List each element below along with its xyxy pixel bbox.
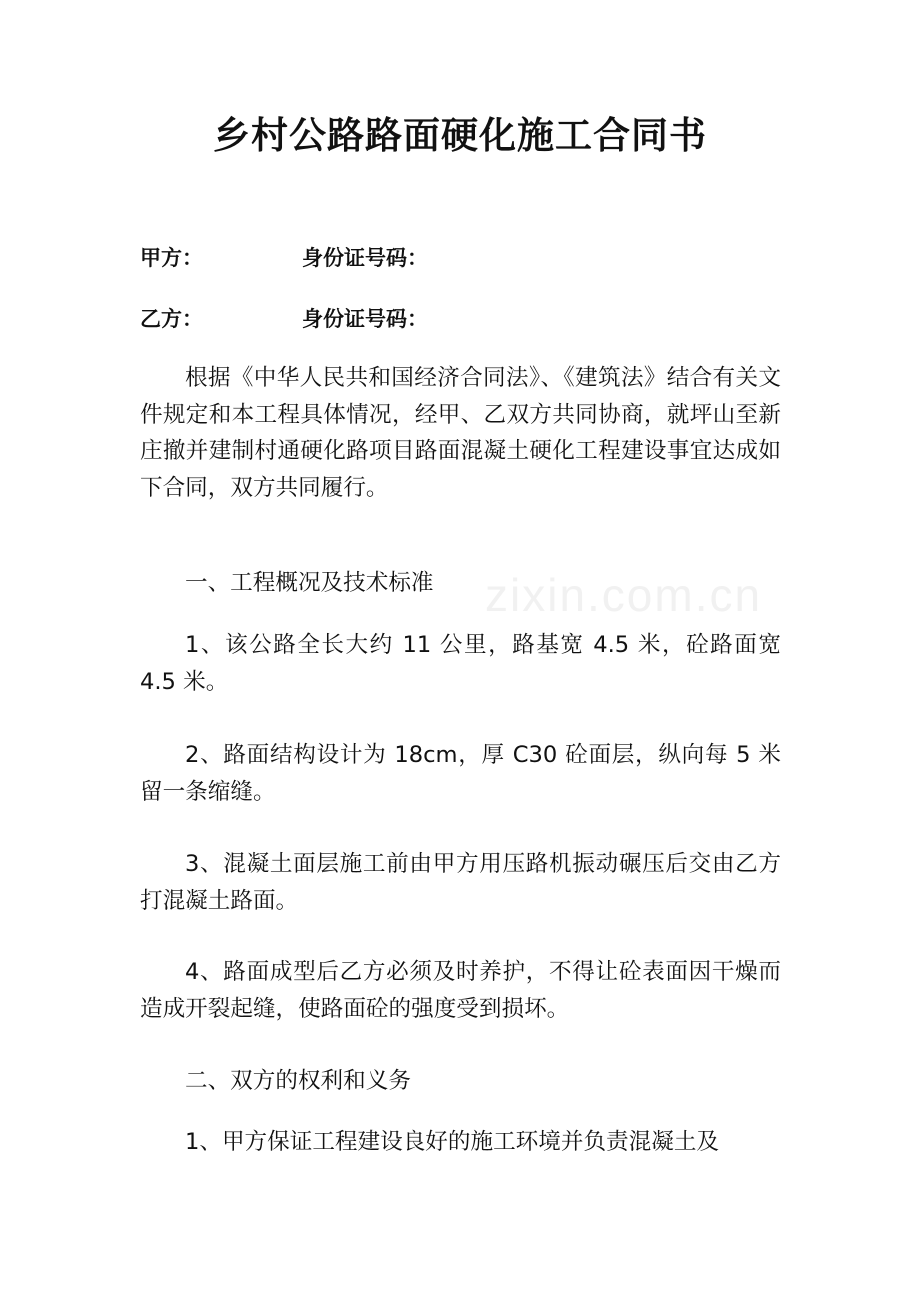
document-title: 乡村公路路面硬化施工合同书	[213, 114, 707, 157]
party-a-line	[140, 243, 428, 273]
clause-1-4: 4、路面成型后乙方必须及时养护，不得让砼表面因干燥而造成开裂起缝，使路面砼的强度受到损坏。	[140, 959, 781, 1022]
section-heading-1: 一、工程概况及技术标准	[185, 570, 434, 596]
party-b-line	[140, 304, 428, 334]
party-b-label: 乙方：	[140, 307, 203, 331]
clause-1-2: 2、路面结构设计为 18cm，厚 C30 砼面层，纵向每 5 米留一条缩缝。	[140, 742, 781, 805]
preamble-paragraph: 根据《中华人民共和国经济合同法》、《建筑法》结合有关文件规定和本工程具体情况，经甲、乙双方共同协商，就坪山至新庄撤并建制村通硬化路项目路面混凝土硬化工程建设事宜达成如下合同，双方共同履行。	[140, 365, 781, 501]
watermark: zixin.com.cn	[485, 569, 763, 621]
party-a-id-label: 身份证号码：	[302, 246, 428, 270]
clause-1-1: 1、该公路全长大约 11 公里，路基宽 4.5 米，砼路面宽 4.5 米。	[140, 632, 781, 695]
clause-1-3: 3、混凝土面层施工前由甲方用压路机振动碾压后交由乙方打混凝土路面。	[140, 851, 781, 914]
clause-2-1: 1、甲方保证工程建设良好的施工环境并负责混凝土及	[185, 1129, 720, 1155]
section-heading-2: 二、双方的权利和义务	[185, 1068, 411, 1094]
party-b-id-label: 身份证号码：	[302, 307, 428, 331]
party-a-label: 甲方：	[140, 246, 203, 270]
